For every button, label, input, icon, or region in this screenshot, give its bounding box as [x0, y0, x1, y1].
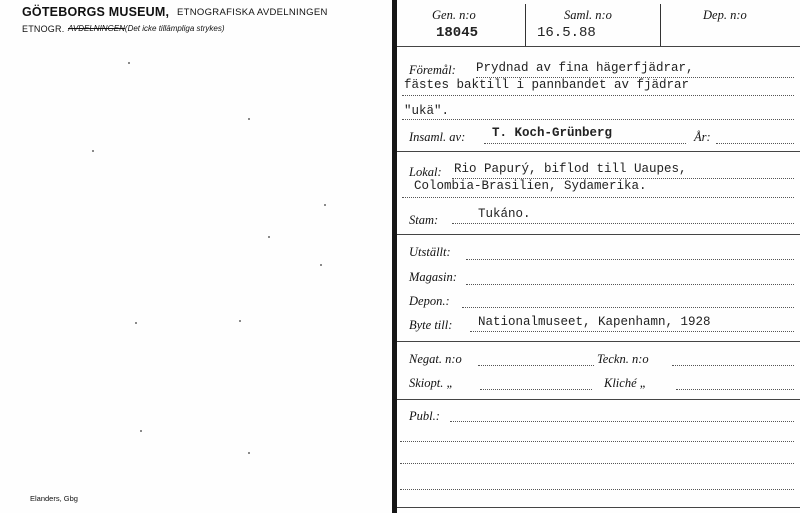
- fill-line: [400, 463, 794, 464]
- fill-line: [716, 143, 794, 144]
- section-line: [397, 46, 800, 47]
- department-note: [68, 24, 224, 33]
- fill-line: [402, 197, 794, 198]
- fill-line: [470, 331, 794, 332]
- lokal-label: Lokal:: [409, 165, 442, 179]
- card-divider: [392, 0, 397, 513]
- fill-line: [466, 259, 794, 260]
- department-name: ETNOGRAFISKA AVDELNINGEN: [177, 7, 328, 18]
- fill-line: [400, 441, 794, 442]
- fill-line: [466, 284, 794, 285]
- insaml-label: Insaml. av:: [409, 130, 466, 144]
- section-line: [397, 234, 800, 235]
- fill-line: [462, 307, 794, 308]
- struck-text: AVDELNINGEN: [68, 24, 125, 33]
- fill-line: [402, 119, 794, 120]
- teckn-label: Teckn. n:o: [597, 352, 649, 366]
- stam-value: Tukáno.: [478, 207, 531, 221]
- section-line: [397, 341, 800, 342]
- section-line: [397, 399, 800, 400]
- magasin-label: Magasin:: [409, 270, 457, 284]
- fill-line: [450, 421, 794, 422]
- fill-line: [478, 365, 594, 366]
- etnogr-label: ETNOGR.: [22, 24, 65, 34]
- foremal-line-2: fästes baktill i pannbandet av fjädrar: [404, 78, 690, 92]
- printer-imprint: Elanders, Gbg: [30, 494, 78, 503]
- column-separator: [525, 4, 526, 46]
- byte-value: Nationalmuseet, Kapenhamn, 1928: [478, 315, 711, 329]
- lokal-line-2: Colombia-Brasilien, Sydamerika.: [414, 179, 647, 193]
- stam-label: Stam:: [409, 213, 439, 227]
- fill-line: [484, 143, 686, 144]
- column-separator: [660, 4, 661, 46]
- ar-label: År:: [694, 130, 711, 144]
- kliche-label: Kliché „: [604, 376, 647, 390]
- lokal-line-1: Rio Papurý, biflod till Uaupes,: [454, 162, 687, 176]
- foremal-line-3: "ukä".: [404, 104, 450, 118]
- insaml-value: T. Koch-Grünberg: [492, 126, 613, 140]
- saml-number-label: Saml. n:o: [564, 8, 612, 22]
- section-line: [397, 151, 800, 152]
- note-text: (Det icke tillämpliga strykes): [124, 24, 225, 33]
- museum-name: GÖTEBORGS MUSEUM,: [22, 5, 170, 19]
- dep-number-label: Dep. n:o: [703, 8, 747, 22]
- fill-line: [480, 389, 592, 390]
- foremal-label: Föremål:: [409, 63, 456, 77]
- saml-number-value: 16.5.88: [537, 25, 596, 41]
- fill-line: [672, 365, 794, 366]
- fill-line: [676, 389, 794, 390]
- utstallt-label: Utställt:: [409, 245, 451, 259]
- section-line: [397, 507, 800, 508]
- byte-label: Byte till:: [409, 318, 453, 332]
- gen-number-value: 18045: [436, 25, 479, 41]
- publ-label: Publ.:: [409, 409, 440, 423]
- foremal-line-1: Prydnad av fina hägerfjädrar,: [476, 61, 694, 75]
- depon-label: Depon.:: [409, 294, 450, 308]
- fill-line: [402, 95, 794, 96]
- fill-line: [400, 489, 794, 490]
- gen-number-label: Gen. n:o: [432, 8, 476, 22]
- skiopt-label: Skiopt. „: [409, 376, 454, 390]
- fill-line: [452, 223, 794, 224]
- negat-label: Negat. n:o: [409, 352, 462, 366]
